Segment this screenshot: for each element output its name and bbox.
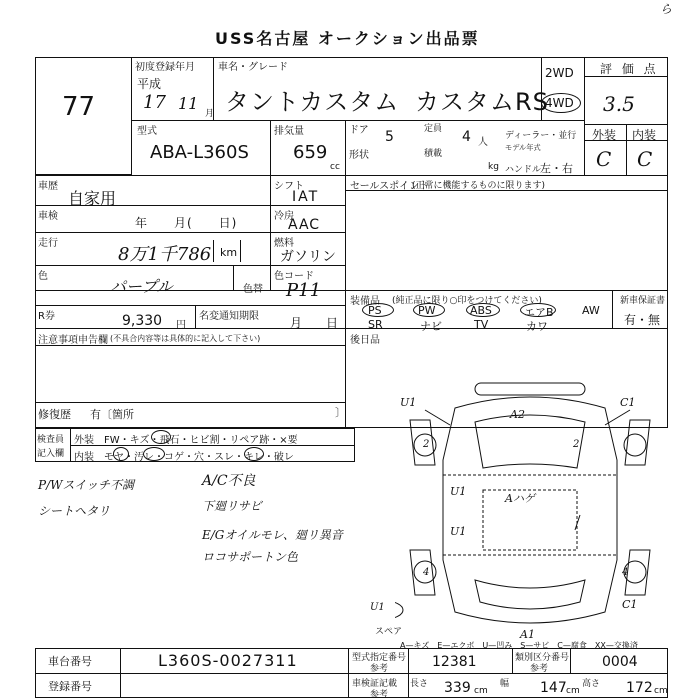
mark-2-left: 2 bbox=[423, 439, 430, 450]
rating-int: C bbox=[637, 147, 653, 171]
aftermarket-label: 後日品 bbox=[350, 335, 380, 346]
equipment-label: 装備品 bbox=[350, 296, 380, 307]
width-value: 147 bbox=[540, 680, 567, 696]
color-label: 色 bbox=[38, 271, 48, 282]
hw-note-support: ロコサポートン色 bbox=[202, 550, 299, 564]
hw-note-pw: P/Wスイッチ不調 bbox=[38, 478, 134, 492]
mark-u1-top-left: U1 bbox=[400, 396, 417, 409]
equipment-note: (純正品に限り○印をつけてください) bbox=[392, 296, 542, 306]
length-unit: cm bbox=[474, 686, 488, 696]
color-code-label: 色コード bbox=[274, 271, 314, 282]
aircon-label: 冷房 bbox=[274, 211, 294, 222]
chassis-label: 車台番号 bbox=[48, 655, 92, 668]
damage-legend: A—キズ E—エクボ U—凹み S—サビ C—腐食 XX—交換済 bbox=[400, 641, 638, 650]
sheet-title: USS名古屋 オークション出品票 bbox=[215, 29, 480, 48]
mark-2-right: 2 bbox=[573, 439, 580, 450]
class-ref: 参考 bbox=[530, 664, 549, 674]
length-label: 長さ bbox=[410, 679, 429, 689]
shaken-label: 車検 bbox=[38, 211, 58, 222]
height-label: 高さ bbox=[582, 679, 601, 689]
mark-u1-spare: U1 bbox=[370, 602, 385, 613]
shift-label: シフト bbox=[274, 181, 304, 192]
equip-abs: ABS bbox=[470, 304, 492, 317]
shift-value: IAT bbox=[292, 189, 320, 205]
hw-note-ac: A/C不良 bbox=[202, 473, 256, 489]
model-name: タントカスタム bbox=[225, 88, 400, 116]
model-year-label: モデル年式 bbox=[505, 144, 541, 153]
first-reg-month-unit: 月 bbox=[205, 109, 215, 119]
door-label: ドア bbox=[349, 125, 369, 136]
inspector-line2: モヤ・汚レ・コゲ・穴・スレ・キレ・破レ bbox=[104, 452, 294, 463]
mileage-value: 8万1千786 bbox=[118, 244, 212, 265]
warranty-value: 有・無 bbox=[624, 313, 661, 327]
type-value: ABA-L360S bbox=[150, 142, 249, 163]
shaken-value: 年 月( 日) bbox=[135, 216, 238, 230]
drive-4wd: 4WD bbox=[545, 96, 574, 110]
designation-label: 型式指定番号 bbox=[352, 653, 407, 663]
notice-value: 月 日 bbox=[290, 316, 339, 330]
notice-label: 名変通知期限 bbox=[199, 311, 259, 322]
rating-score: 3.5 bbox=[603, 92, 635, 116]
chassis-number: L360S-0027311 bbox=[158, 651, 298, 670]
dealer-label: ディーラー・並行 bbox=[505, 131, 577, 141]
repair-close: 〕 bbox=[335, 406, 346, 419]
lot-number: 77 bbox=[62, 92, 96, 122]
warranty-label: 新車保証書 bbox=[620, 296, 666, 306]
inspector-label: 検査員 bbox=[37, 435, 65, 445]
disp-label: 排気量 bbox=[274, 126, 304, 137]
designation-value: 12381 bbox=[432, 654, 477, 670]
hw-note-oil: E/Gオイルモレ、廻リ異音 bbox=[202, 528, 343, 542]
reg-label: 登録番号 bbox=[48, 680, 92, 693]
door-value: 5 bbox=[385, 129, 394, 145]
sales-points-label: セールスポイント bbox=[350, 181, 430, 192]
shape-label: 形状 bbox=[349, 150, 369, 161]
inspector-record: 記入欄 bbox=[37, 449, 65, 459]
color-change-label: 色替 bbox=[243, 284, 263, 295]
recycle-value: 9,330 bbox=[122, 313, 163, 329]
equip-pw: PW bbox=[418, 304, 436, 317]
history-label: 車歴 bbox=[38, 181, 58, 192]
first-reg-month: 11 bbox=[178, 94, 199, 113]
load-kg: kg bbox=[488, 162, 499, 172]
equip-tv: TV bbox=[474, 318, 489, 331]
drive-2wd: 2WD bbox=[545, 66, 574, 80]
cert-label: 車検証記載 bbox=[352, 679, 398, 689]
mark-4-left: 4 bbox=[423, 567, 430, 578]
history-value: 自家用 bbox=[68, 189, 117, 208]
mark-4-right: 4 bbox=[622, 567, 629, 578]
width-label: 幅 bbox=[500, 679, 510, 689]
equip-airbag: エアB bbox=[524, 306, 554, 319]
mark-u1-left-rear: U1 bbox=[450, 525, 467, 538]
disp-value: 659 bbox=[293, 142, 328, 163]
repair-label: 修復歴 bbox=[38, 408, 71, 421]
mark-c1-rear: C1 bbox=[622, 598, 638, 611]
model-label: 車名・グレード bbox=[218, 62, 288, 73]
mark-a-hage: Aハゲ bbox=[505, 492, 535, 505]
sales-points-note: (正常に機能するものに限ります) bbox=[412, 181, 546, 191]
class-value: 0004 bbox=[602, 654, 638, 670]
spare-label: スペア bbox=[375, 627, 403, 637]
rating-label: 評 価 点 bbox=[600, 62, 659, 76]
mark-c1-top-right: C1 bbox=[620, 396, 636, 409]
rating-ext: C bbox=[596, 147, 612, 171]
mark-a2: A2 bbox=[510, 408, 525, 421]
width-unit: cm bbox=[566, 686, 580, 696]
first-reg-era: 平成 bbox=[137, 77, 162, 91]
equip-aw: AW bbox=[582, 304, 600, 317]
cert-ref: 参考 bbox=[370, 690, 389, 700]
mark-u1-left-door: U1 bbox=[450, 485, 467, 498]
inspector-int-head: 内装 bbox=[74, 452, 94, 463]
fuel-value: ガソリン bbox=[280, 249, 336, 265]
notes-sub: (不具合内容等は具体的に記入して下さい) bbox=[110, 334, 261, 343]
equip-leather: カワ bbox=[526, 320, 548, 333]
hw-note-seat: シートヘタリ bbox=[38, 504, 111, 518]
color-code: P11 bbox=[286, 280, 322, 301]
inspector-line1: FW・キズ・飛石・ヒビ割・リペア跡・×要 bbox=[104, 435, 298, 446]
model-grade: カスタムRS bbox=[415, 88, 549, 116]
handle-label: ハンドル bbox=[505, 165, 542, 175]
handle-value: 左・右 bbox=[540, 162, 573, 175]
cap-value: 4 bbox=[462, 129, 471, 145]
first-reg-year: 17 bbox=[143, 92, 166, 113]
load-label: 積載 bbox=[424, 149, 443, 159]
cap-label: 定員 bbox=[424, 124, 443, 134]
mark-a1: A1 bbox=[520, 628, 535, 641]
cap-unit: 人 bbox=[478, 137, 488, 148]
designation-ref: 参考 bbox=[370, 664, 389, 674]
first-reg-label: 初度登録年月 bbox=[135, 62, 195, 73]
aircon-value: AAC bbox=[288, 217, 321, 233]
recycle-unit: 円 bbox=[176, 320, 186, 331]
disp-unit: cc bbox=[330, 162, 340, 172]
hw-note-rust: 下廻リサビ bbox=[202, 499, 262, 513]
length-value: 339 bbox=[444, 680, 471, 696]
inspector-ext-head: 外装 bbox=[74, 435, 94, 446]
equip-ps: PS bbox=[368, 304, 382, 317]
height-value: 172 bbox=[626, 680, 653, 696]
rating-int-label: 内装 bbox=[632, 128, 657, 142]
mileage-label: 走行 bbox=[38, 238, 58, 249]
equip-navi: ナビ bbox=[420, 320, 442, 333]
corner-mark: ら bbox=[660, 2, 673, 16]
type-label: 型式 bbox=[137, 126, 157, 137]
fuel-label: 燃料 bbox=[274, 238, 294, 249]
color-value: パープル bbox=[110, 277, 173, 296]
height-unit: cm bbox=[654, 686, 668, 696]
notes-label: 注意事項申告欄 bbox=[38, 335, 108, 346]
recycle-label: R券 bbox=[38, 311, 55, 322]
class-label: 類別区分番号 bbox=[515, 653, 570, 663]
equip-sr: SR bbox=[368, 318, 383, 331]
mileage-unit: km bbox=[220, 246, 238, 259]
repair-value: 有〔箇所 bbox=[90, 408, 134, 421]
rating-ext-label: 外装 bbox=[592, 128, 617, 142]
